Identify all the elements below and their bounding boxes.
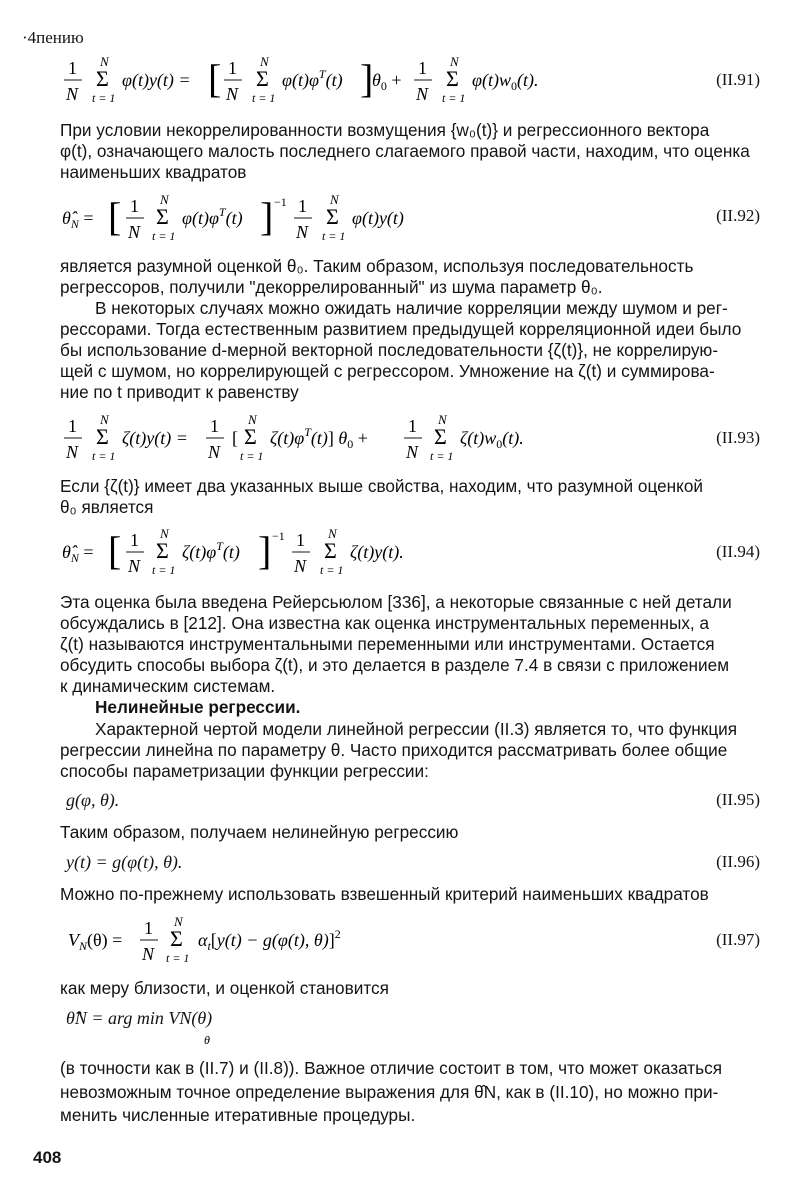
svg-text:Σ: Σ <box>446 66 459 91</box>
svg-text:Σ: Σ <box>96 424 109 449</box>
svg-text:[: [ <box>208 56 222 101</box>
svg-text:[: [ <box>108 194 122 239</box>
svg-text:N: N <box>208 442 221 462</box>
svg-text:t = 1: t = 1 <box>322 229 346 243</box>
paragraph-line: θ₀ является <box>60 497 154 517</box>
paragraph-line: наименьших квадратов <box>60 162 247 182</box>
equation-II-97-formula <box>60 910 540 970</box>
svg-text:−1: −1 <box>274 195 287 209</box>
svg-text:Σ: Σ <box>156 204 169 229</box>
equation-II-92 <box>60 188 760 250</box>
svg-text:[: [ <box>232 428 238 448</box>
svg-text:N: N <box>294 556 307 576</box>
svg-text:θ̂N =: $\thetâ_N$ = <box>62 208 94 231</box>
svg-text:1: 1 <box>130 196 139 216</box>
svg-text:θ0 +: $\theta_0$ + <box>372 70 402 93</box>
svg-text:t = 1: t = 1 <box>442 91 466 105</box>
equation-argmin <box>60 1000 760 1048</box>
svg-text:ζ(t)φT(t)] θ0 +: $\zeta(t)\varphi^T(t)$] $\theta_0$ + <box>270 425 368 451</box>
svg-text:φ(t)φT(t): $\varphi(t)\varphi^T(t)$ <box>282 67 343 90</box>
svg-text:1: 1 <box>144 918 153 938</box>
paragraph-line: как меру близости, и оценкой становится <box>60 978 389 998</box>
svg-text:]: ] <box>260 194 274 239</box>
svg-text:φ(t)y(t) =: φ(t)y(t) = <box>122 70 191 90</box>
svg-text:N: N <box>100 54 109 69</box>
svg-text:N: N <box>66 442 79 462</box>
svg-text:αt[y(t) − g(φ(t), θ)]2: $\alpha_t[y(t) - g(\varphi(t)$, θ)]$^2$ <box>198 927 341 953</box>
equation-number: (II.93) <box>716 428 760 447</box>
svg-text:ζ(t)y(t) =: ζ(t)y(t) = <box>122 428 188 448</box>
paragraph-line: Характерной чертой модели линейной регрессии (II.3) является то, что функция <box>95 719 738 739</box>
svg-text:Σ: Σ <box>434 424 447 449</box>
svg-text:]: ] <box>258 528 272 573</box>
equation-formula: θ̂N = arg min VN(θ) <box>66 1008 213 1028</box>
svg-text:N: N <box>160 192 169 207</box>
svg-text:t = 1: t = 1 <box>320 563 344 577</box>
equation-II-96 <box>60 852 760 876</box>
svg-text:N: N <box>142 944 155 964</box>
svg-text:Σ: Σ <box>256 66 269 91</box>
paragraph-line: (в точности как в (II.7) и (II.8)). Важное отличие состоит в том, что может оказаться <box>60 1058 723 1078</box>
equation-formula: y(t) = g(φ(t), θ). <box>66 852 183 872</box>
paragraph-line: регрессии линейна по параметру θ. Часто приходится рассматривать более общие <box>60 740 728 760</box>
paragraph-line: к динамическим системам. <box>60 676 276 696</box>
paragraph-line: Эта оценка была введена Рейерсьюлом [336], а некоторые связанные с ней детали <box>60 592 732 612</box>
paragraph-line: щей с шумом, но коррелирующей с регрессором. Умножение на ζ(t) и суммирова- <box>60 361 715 381</box>
svg-text:1: 1 <box>418 58 427 78</box>
svg-text:N: N <box>128 222 141 242</box>
svg-text:N: N <box>438 412 447 427</box>
svg-text:1: 1 <box>228 58 237 78</box>
svg-text:N: N <box>226 84 239 104</box>
svg-text:N: N <box>296 222 309 242</box>
svg-text:N: N <box>406 442 419 462</box>
svg-text:θ̂N =: $\thetâ_N$ = <box>62 542 94 565</box>
svg-text:θ: θ <box>204 1033 210 1047</box>
equation-II-97 <box>60 910 760 970</box>
svg-text:t = 1: t = 1 <box>92 91 116 105</box>
equation-II-91-formula <box>60 50 700 110</box>
paragraph-line: невозможным точное определение выражения для θ̂N, как в (II.10), но можно при- <box>60 1082 719 1102</box>
equation-number: (II.97) <box>716 930 760 949</box>
paragraph-line: В некоторых случаях можно ожидать наличие корреляции между шумом и рег- <box>95 298 728 318</box>
svg-text:1: 1 <box>408 416 417 436</box>
svg-text:φ(t)φT(t): $\varphi(t)\varphi^T(t)$ <box>182 205 243 228</box>
svg-text:φ(t)y(t): φ(t)y(t) <box>352 208 404 228</box>
svg-text:N: N <box>330 192 339 207</box>
svg-text:φ(t)w0(t).: $\varphi(t)w_0(t)$. <box>472 70 539 93</box>
svg-text:N: N <box>450 54 459 69</box>
svg-text:N: N <box>100 412 109 427</box>
paragraph-line: φ(t), означающего малость последнего слагаемого правой части, находим, что оценка <box>60 141 750 161</box>
svg-text:N: N <box>248 412 257 427</box>
svg-text:1: 1 <box>68 416 77 436</box>
svg-text:1: 1 <box>68 58 77 78</box>
svg-text:ζ(t)w0(t).: $\zeta(t)w_0(t)$. <box>460 428 524 451</box>
equation-number: (II.92) <box>716 206 760 225</box>
equation-number: (II.96) <box>716 852 760 871</box>
svg-text:ζ(t)y(t).: ζ(t)y(t). <box>350 542 404 562</box>
svg-text:Σ: Σ <box>156 538 169 563</box>
paragraph-line: рессорами. Тогда естественным развитием предыдущей корреляционной идеи было <box>60 319 742 339</box>
svg-text:1: 1 <box>130 530 139 550</box>
svg-text:Σ: Σ <box>244 424 257 449</box>
svg-text:N: N <box>174 914 183 929</box>
equation-number: (II.94) <box>716 542 760 561</box>
paragraph-line: способы параметризации функции регрессии: <box>60 761 429 781</box>
paragraph-line: является разумной оценкой θ₀. Таким образом, используя последовательность <box>60 256 694 276</box>
svg-text:ζ(t)φT(t): $\zeta(t)\varphi^T(t)$ <box>182 539 240 562</box>
top-fragment: ·4пению <box>22 28 84 47</box>
argmin-subscript <box>200 1000 320 1048</box>
svg-text:N: N <box>416 84 429 104</box>
equation-II-93-formula <box>60 408 660 468</box>
svg-text:1: 1 <box>298 196 307 216</box>
equation-II-94-formula <box>60 522 560 584</box>
svg-text:t = 1: t = 1 <box>252 91 276 105</box>
svg-text:Σ: Σ <box>170 926 183 951</box>
svg-text:N: N <box>328 526 337 541</box>
equation-number: (II.91) <box>716 70 760 89</box>
equation-number: (II.95) <box>716 790 760 809</box>
svg-text:Σ: Σ <box>96 66 109 91</box>
svg-text:t = 1: t = 1 <box>240 449 264 463</box>
svg-text:t = 1: t = 1 <box>430 449 454 463</box>
paragraph-line: ζ(t) называются инструментальными переменными или инструментами. Остается <box>60 634 715 654</box>
equation-II-93 <box>60 408 760 468</box>
svg-text:1: 1 <box>296 530 305 550</box>
paragraph-line: Если {ζ(t)} имеет два указанных выше свойства, находим, что разумной оценкой <box>60 476 704 496</box>
equation-II-94 <box>60 522 760 584</box>
svg-text:VN(θ) =: $V_N(\theta)$ = <box>68 930 123 953</box>
svg-text:1: 1 <box>210 416 219 436</box>
svg-text:t = 1: t = 1 <box>152 229 176 243</box>
section-heading: Нелинейные регрессии. <box>95 697 301 717</box>
svg-text:]: ] <box>360 56 374 101</box>
svg-text:t = 1: t = 1 <box>152 563 176 577</box>
equation-formula: g(φ, θ). <box>66 790 120 810</box>
svg-text:[: [ <box>108 528 122 573</box>
paragraph-line: ние по t приводит к равенству <box>60 382 299 402</box>
svg-text:t = 1: t = 1 <box>92 449 116 463</box>
equation-II-91 <box>60 50 760 110</box>
paragraph-line: При условии некоррелированности возмущения {w₀(t)} и регрессионного вектора <box>60 120 710 140</box>
paragraph-line: Можно по-прежнему использовать взвешенный критерий наименьших квадратов <box>60 884 709 904</box>
svg-text:N: N <box>260 54 269 69</box>
svg-text:Σ: Σ <box>324 538 337 563</box>
paragraph-line: обсуждались в [212]. Она известна как оценка инструментальных переменных, а <box>60 613 710 633</box>
svg-text:N: N <box>66 84 79 104</box>
svg-text:Σ: Σ <box>326 204 339 229</box>
paragraph-line: менить численные итеративные процедуры. <box>60 1105 416 1125</box>
equation-II-92-formula <box>60 188 560 250</box>
paragraph-line: Таким образом, получаем нелинейную регрессию <box>60 822 459 842</box>
page-number: 408 <box>33 1148 62 1167</box>
svg-text:N: N <box>128 556 141 576</box>
paragraph-line: регрессоров, получили "декоррелированный" из шума параметр θ₀. <box>60 277 603 297</box>
paragraph-line: обсудить способы выбора ζ(t), и это делается в разделе 7.4 в связи с приложением <box>60 655 730 675</box>
paragraph-line: бы использование d-мерной векторной последовательности {ζ(t)}, не коррелирую- <box>60 340 719 360</box>
svg-text:−1: −1 <box>272 529 285 543</box>
svg-text:N: N <box>160 526 169 541</box>
svg-text:t = 1: t = 1 <box>166 951 190 965</box>
equation-II-95 <box>60 790 760 814</box>
